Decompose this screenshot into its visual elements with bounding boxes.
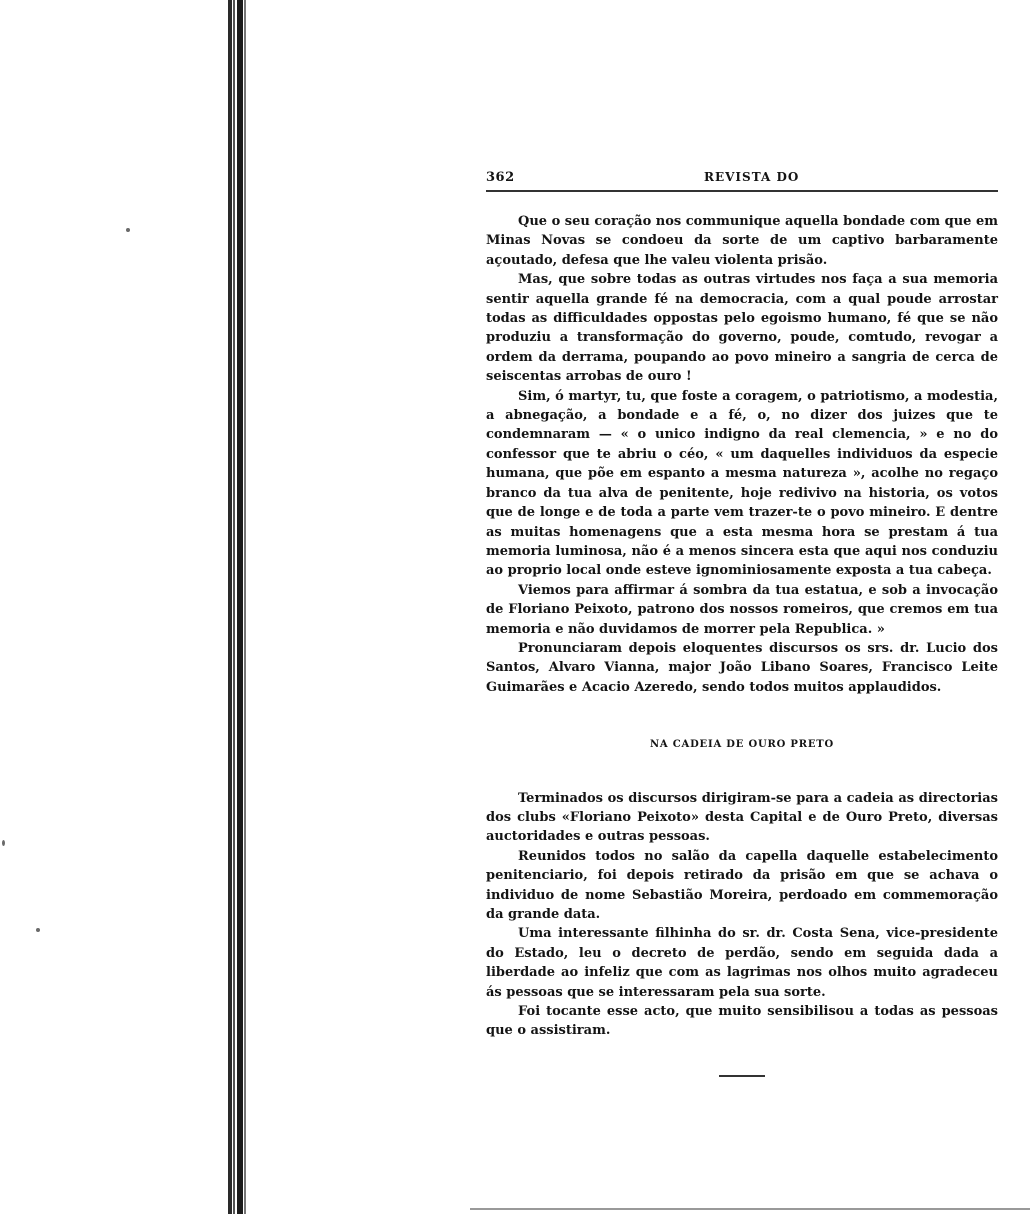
paragraph: Uma interessante filhinha do sr. dr. Costa Sena, vice-presidente do Estado, leu o decreto de perdão, sendo em seguida dada a liberdade ao infeliz que com as lagrimas nos olhos muito agradeceu ás pessoas que se interessaram pela sua sorte.: [486, 926, 998, 1000]
article-body: [486, 212, 998, 1077]
binding-shadow-band: [237, 0, 243, 1214]
paragraph: Sim, ó martyr, tu, que foste a coragem, o patriotismo, a modestia, a abnegação, a bondade e a fé, o, no dizer dos juizes que te condemnaram — « o unico indigno da real clemencia, » e no do confessor que te abriu o céo, « um daquelles individuos da especie humana, que põe em espanto a mesma natureza », acolhe no regaço branco da tua alva de penitente, hoje redivivo na historia, os votos que de longe e de toda a parte vem trazer-te o povo mineiro. E dentre as muitas homenagens que a esta mesma hora se prestam á tua memoria luminosa, não é a menos sincera esta que aqui nos conduziu ao proprio local onde esteve ignominiosamente exposta a tua cabeça.: [486, 388, 998, 579]
page-number: 362: [486, 170, 515, 185]
paragraph: Terminados os discursos dirigiram-se para a cadeia as directorias dos clubs «Floriano Peixoto» desta Capital e de Ouro Preto, diversas auctoridades e outras pessoas.: [486, 790, 998, 845]
section-heading: NA CADEIA DE OURO PRETO: [649, 739, 835, 751]
paragraph: Mas, que sobre todas as outras virtudes nos faça a sua memoria sentir aquella grande fé na democracia, com a qual poude arrostar todas as difficuldades oppostas pelo egoismo humano, fé que se não produziu a transformação do governo, poude, comtudo, revogar a ordem da derrama, poupando ao povo mineiro a sangria de cerca de seiscentas arrobas de ouro !: [486, 272, 998, 385]
binding-shadow-band: [228, 0, 232, 1214]
section-end-rule: [719, 1075, 765, 1077]
running-header: [486, 168, 998, 190]
scan-bottom-edge: [470, 1208, 1030, 1210]
scan-speck: [36, 928, 40, 932]
paragraph: Pronunciaram depois eloquentes discursos os srs. dr. Lucio dos Santos, Alvaro Vianna, major João Libano Soares, Francisco Leite Guimarães e Acacio Azeredo, sendo todos muitos applaudidos.: [486, 640, 998, 695]
scan-speck: [2, 840, 5, 846]
paragraph: Viemos para affirmar á sombra da tua estatua, e sob a invocação de Floriano Peixoto, patrono dos nossos romeiros, que cremos em tua memoria e não duvidamos de morrer pela Republica. »: [486, 582, 998, 637]
scan-speck: [126, 228, 130, 232]
paragraph: Que o seu coração nos communique aquella bondade com que em Minas Novas se condoeu da sorte de um captivo barbaramente açoutado, defesa que lhe valeu violenta prisão.: [486, 214, 998, 268]
book-page: [486, 168, 998, 1077]
binding-shadow-band: [244, 0, 246, 1214]
paragraph: Foi tocante esse acto, que muito sensibilisou a todas as pessoas que o assistiram.: [486, 1004, 998, 1039]
binding-shadow-band: [233, 0, 235, 1214]
header-rule: [486, 190, 998, 192]
book-binding-gutter: [0, 0, 250, 1214]
journal-title: REVISTA DO: [704, 170, 800, 184]
paragraph: Reunidos todos no salão da capella daquelle estabelecimento penitenciario, foi depois retirado da prisão em que se achava o individuo de nome Sebastião Moreira, perdoado em commemoração da grande data.: [486, 848, 998, 922]
